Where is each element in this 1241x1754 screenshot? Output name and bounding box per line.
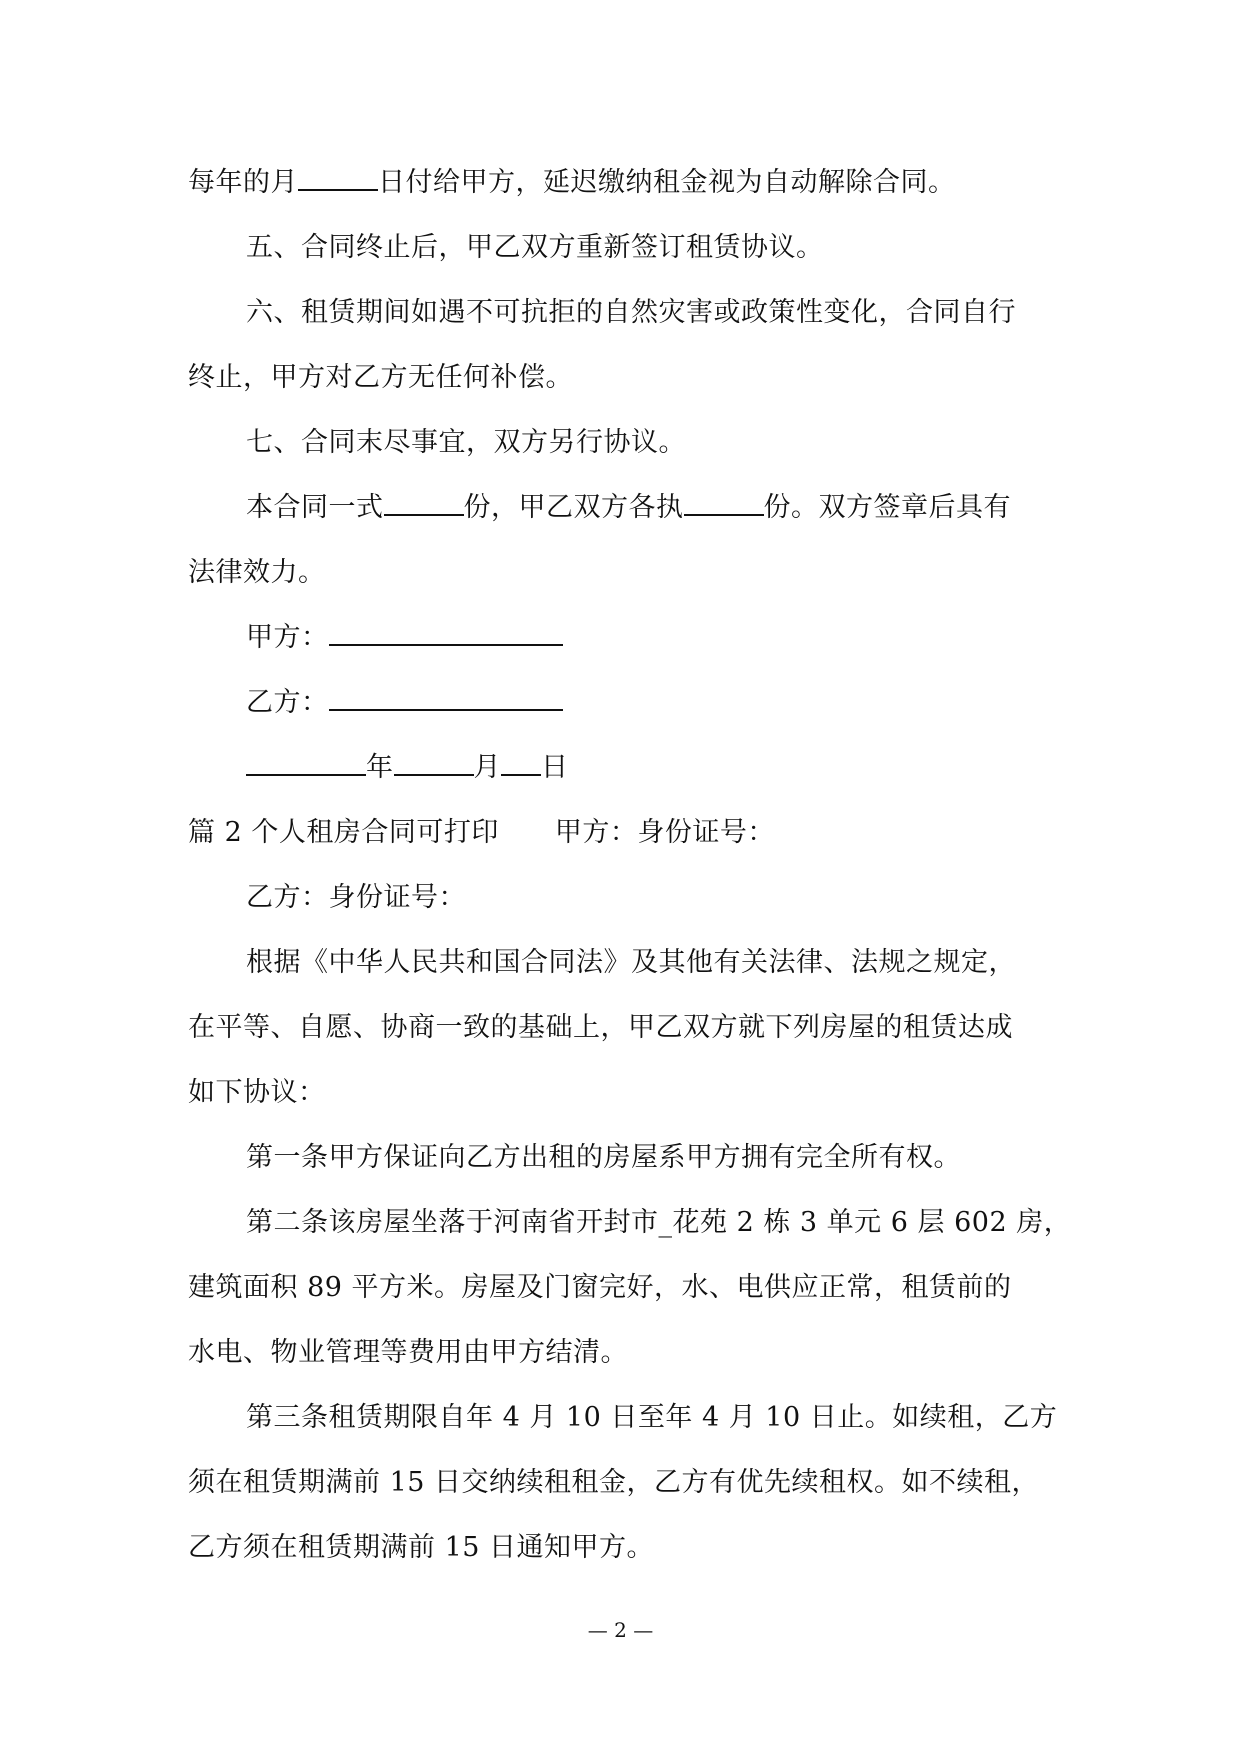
blank-field [394,750,474,776]
party-a-signature: 甲方： [188,605,1058,670]
blank-field [246,750,366,776]
article-3-cont: 须在租赁期满前 15 日交纳续租租金，乙方有优先续租权。如不续租， [188,1467,1040,1498]
clause-6: 六、租赁期间如遇不可抗拒的自然灾害或政策性变化，合同自行 [246,297,1016,328]
article-2-end: 水电、物业管理等费用由甲方结清。 [188,1337,628,1368]
article-3-end: 乙方须在租赁期满前 15 日通知甲方。 [188,1532,655,1563]
blank-field [298,165,378,191]
copies-line-cont: 法律效力。 [188,557,326,588]
date-line: 年 月 日 [188,735,1058,800]
clause-7: 七、合同末尽事宜，双方另行协议。 [246,427,686,458]
clause-6-cont: 终止，甲方对乙方无任何补偿。 [188,362,573,393]
article-3: 第三条租赁期限自年 4 月 10 日至年 4 月 10 日止。如续租，乙方 [246,1402,1058,1433]
party-b-id: 乙方：身份证号： [246,882,466,913]
blank-field [501,750,541,776]
article-1: 第一条甲方保证向乙方出租的房屋系甲方拥有完全所有权。 [246,1142,961,1173]
blank-field [384,490,464,516]
article-2-cont: 建筑面积 89 平方米。房屋及门窗完好，水、电供应正常，租赁前的 [188,1272,1012,1303]
clause-5: 五、合同终止后，甲乙双方重新签订租赁协议。 [246,232,824,263]
section-2-heading: 篇 2 个人租房合同可打印 甲方：身份证号： [188,817,775,848]
party-b-signature: 乙方： [188,670,1058,735]
article-2: 第二条该房屋坐落于河南省开封市_花苑 2 栋 3 单元 6 层 602 房， [246,1207,1072,1238]
signature-blank [329,620,563,646]
page-number: — 2 — [587,1618,654,1642]
preamble: 根据《中华人民共和国合同法》及其他有关法律、法规之规定， [246,947,1016,978]
copies-line: 本合同一式 份，甲乙双方各执 份。双方签章后具有 [246,492,1011,523]
preamble-end: 如下协议： [188,1077,326,1108]
blank-field [684,490,764,516]
document-page [188,150,1072,1580]
signature-blank [329,685,563,711]
preamble-cont: 在平等、自愿、协商一致的基础上，甲乙双方就下列房屋的租赁达成 [188,1012,1013,1043]
line-payment: 每年的月 日付给甲方，延迟缴纳租金视为自动解除合同。 [188,167,956,198]
